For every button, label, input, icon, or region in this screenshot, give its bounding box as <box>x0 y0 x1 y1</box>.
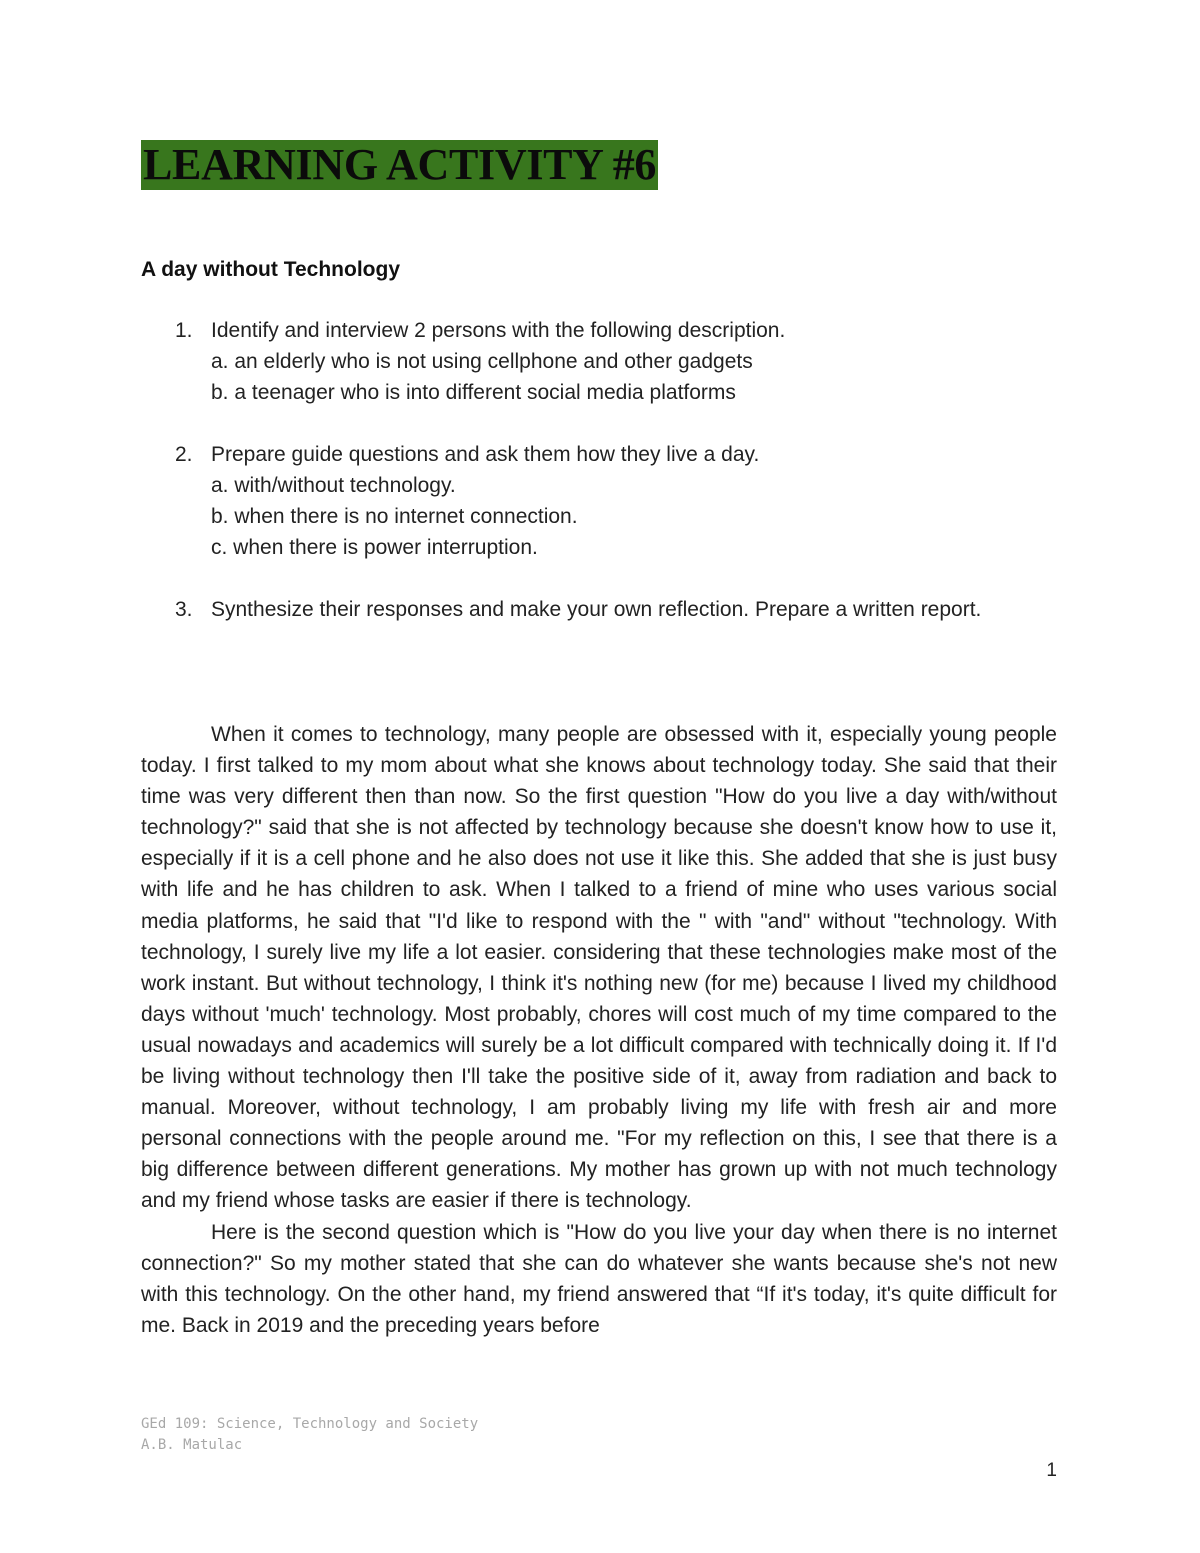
instruction-number: 2. <box>175 443 193 466</box>
instruction-subline: c. when there is power interruption. <box>211 536 538 559</box>
essay-paragraph: When it comes to technology, many people are obsessed with it, especially young people today. I first talked to my mom about what she knows about technology today. She said that their time was very different then than now. So the first question "How do you live a day with/without technology?" said that she is not affected by technology because she doesn't know how to use it, especially if it is a cell phone and he also does not use it like this. She added that she is just busy with life and he has children to ask. When I talked to a friend of mine who uses various social media platforms, he said that "I'd like to respond with the " with "and" without "technology. With technology, I surely live my life a lot easier. considering that these technologies make most of the work instant. But without technology, I think it's nothing new (for me) because I lived my childhood days without 'much' technology. Most probably, chores will cost much of my time compared to the usual nowadays and academics will surely be a lot difficult compared with technically doing it. If I'd be living without technology then I'll take the positive side of it, away from radiation and back to manual. Moreover, without technology, I am probably living my life with fresh air and more personal connections with the people around me. "For my reflection on this, I see that there is a big difference between different generations. My mother has grown up with not much technology and my friend whose tasks are easier if there is technology. <box>141 723 1057 1213</box>
instructions-list <box>141 315 1057 656</box>
instruction-subline: b. when there is no internet connection. <box>211 505 578 528</box>
essay-paragraph: Here is the second question which is "How do you live your day when there is no internet connection?" So my mother stated that she can do whatever she wants because she's not new with this technology. On the other hand, my friend answered that “If it's today, it's quite difficult for me. Back in 2019 and the preceding years before <box>141 1220 1057 1337</box>
instruction-line: Synthesize their responses and make your own reflection. Prepare a written report. <box>211 598 982 621</box>
activity-subtitle: A day without Technology <box>141 258 400 281</box>
essay-body <box>141 719 1057 1341</box>
instruction-subline: a. with/without technology. <box>211 474 456 497</box>
instruction-item <box>141 439 1057 563</box>
instruction-number: 1. <box>175 319 193 342</box>
instruction-body <box>211 594 1057 625</box>
page-number: 1 <box>1046 1460 1057 1481</box>
instruction-item <box>141 594 1057 625</box>
instruction-line: Prepare guide questions and ask them how they live a day. <box>211 443 760 466</box>
instruction-line: Identify and interview 2 persons with the following description. <box>211 319 786 342</box>
footer-course: GEd 109: Science, Technology and Society <box>141 1416 479 1432</box>
instruction-body <box>211 439 1057 563</box>
activity-heading: LEARNING ACTIVITY #6 <box>143 140 657 189</box>
heading-block <box>141 140 658 190</box>
page-footer <box>141 1414 478 1456</box>
instruction-item <box>141 315 1057 408</box>
footer-author: A.B. Matulac <box>141 1437 243 1453</box>
instruction-subline: b. a teenager who is into different social media platforms <box>211 381 736 404</box>
instruction-subline: a. an elderly who is not using cellphone and other gadgets <box>211 350 753 373</box>
instruction-body <box>211 315 1057 408</box>
instruction-number: 3. <box>175 598 193 621</box>
